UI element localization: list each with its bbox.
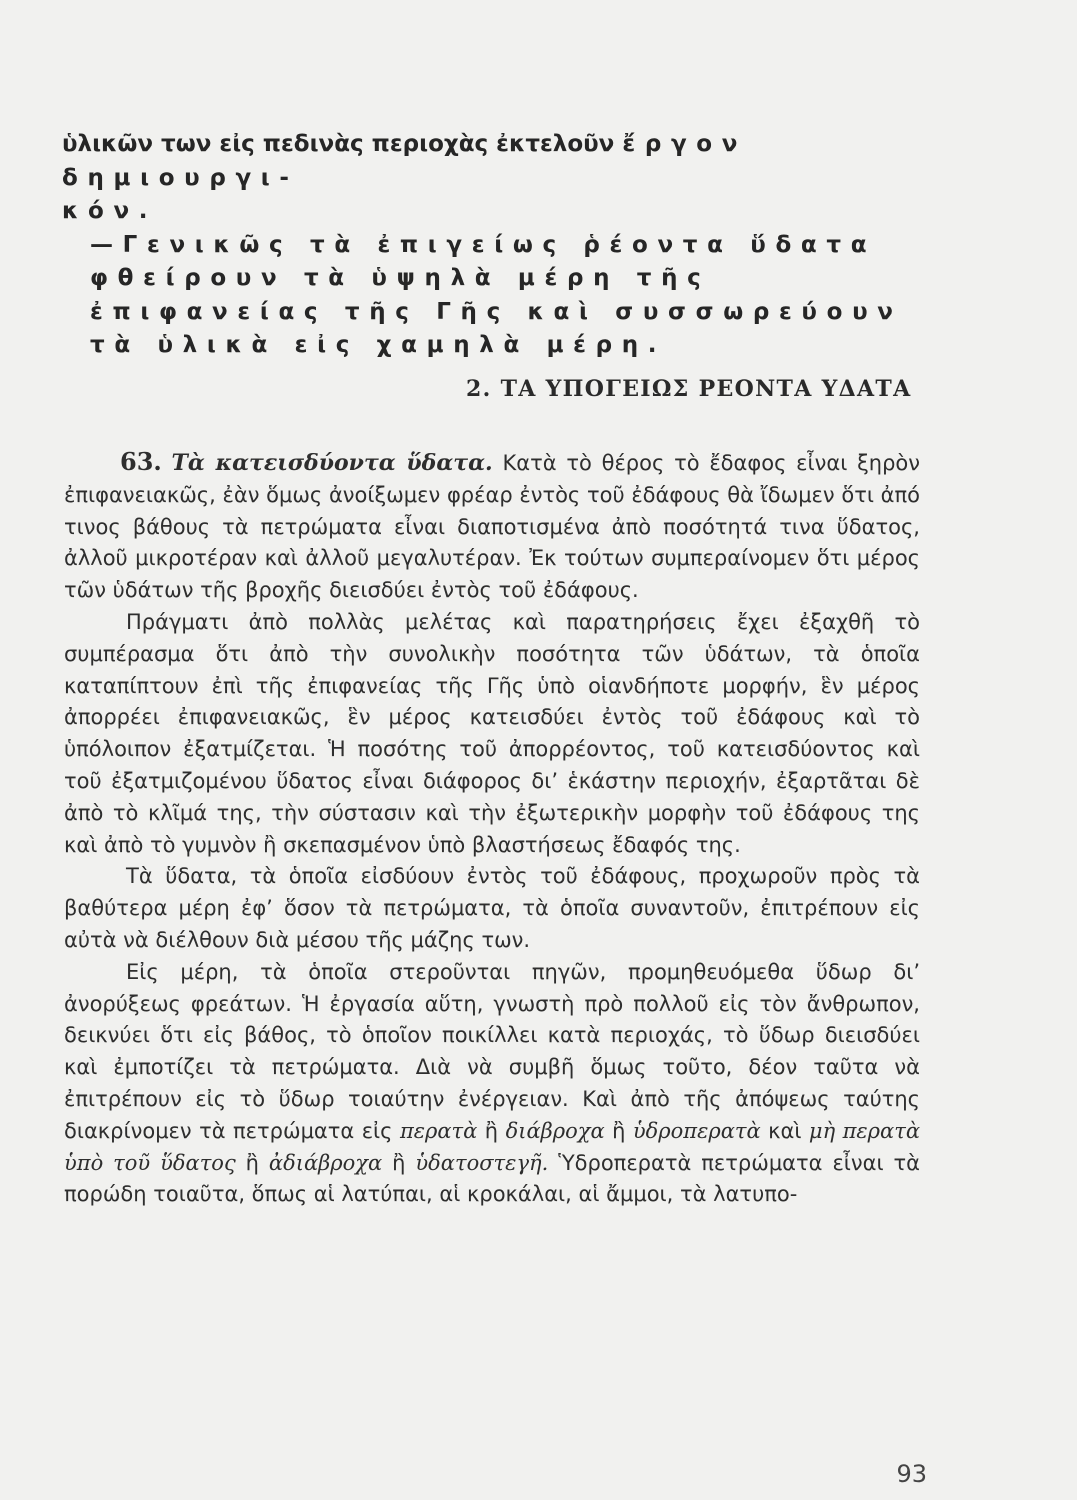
body-text (64, 446, 920, 1211)
p4-text-e: ἢ (235, 1150, 269, 1175)
paragraph-4 (64, 957, 920, 1211)
term-perata: περατὰ (399, 1118, 478, 1143)
intro-paragraph-2: —Γενικῶς τὰ ἐπιγείως ῥέοντα ὕδατα φθείρουν τὰ ὑψηλὰ μέρη τῆς ἐπιφανείας τῆς Γῆς καὶ συσσωρεύουν τὰ ὑλικὰ εἰς χαμηλὰ μέρη. (90, 231, 903, 358)
intro-paragraph-1 (62, 128, 910, 229)
paragraph-3: Τὰ ὕδατα, τὰ ὁποῖα εἰσδύουν ἐντὸς τοῦ ἐδάφους, προχωροῦν πρὸς τὰ βαθύτερα μέρη ἐφ’ ὅσον τὰ πετρώματα, τὰ ὁποῖα συναντοῦν, ἐπιτρέπουν εἰς αὐτὰ νὰ διέλθουν διὰ μέσου τῆς μάζης των. (64, 864, 920, 952)
paragraph-title: Τὰ κατεισδύοντα ὕδατα. (171, 450, 493, 476)
term-diavrocha: διάβροχα (505, 1118, 605, 1143)
section-heading: 2. ΤΑ ΥΠΟΓΕΙΩΣ ΡΕΟΝΤΑ ΥΔΑΤΑ (466, 376, 912, 402)
intro-line1-plain: ὑλικῶν των εἰς πεδινὰς περιοχὰς ἐκτελοῦν (62, 131, 623, 157)
intro-line1-spaced: ἔργον δημιουργι- (62, 131, 748, 191)
p4-text-f: ἢ (382, 1150, 416, 1175)
paragraph-63-text: Κατὰ τὸ θέρος τὸ ἔδαφος εἶναι ξηρὸν ἐπιφανειακῶς, ἐὰν ὅμως ἀνοίξωμεν φρέαρ ἐντὸς τοῦ ἐδάφους θὰ ἴδωμεν ὅτι ἀπό τινος βάθους τὰ πετρώματα εἶναι διαποτισμένα ἀπὸ ποσότητά τινα ὕδατος, ἀλλοῦ μικροτέραν καὶ ἀλλοῦ μεγαλυτέραν. Ἐκ τούτων συμπεραίνομεν ὅτι μέρος τῶν ὑδάτων τῆς βροχῆς διεισδύει ἐντὸς τοῦ ἐδάφους. (64, 451, 920, 603)
p4-text-d: καὶ (760, 1118, 809, 1143)
page-number: 93 (896, 1460, 927, 1488)
paragraph-2: Πράγματι ἀπὸ πολλὰς μελέτας καὶ παρατηρήσεις ἔχει ἐξαχθῆ τὸ συμπέρασμα ὅτι ἀπὸ τὴν συνολικὴν ποσότητα τῶν ὑδάτων, τὰ ὁποῖα καταπίπτουν ἐπὶ τῆς ἐπιφανείας τῆς Γῆς ὑπὸ οἱανδήποτε μορφήν, ἓν μέρος ἀπορρέει ἐπιφανειακῶς, ἓν μέρος κατεισδύει ἐντὸς τοῦ ἐδάφους καὶ τὸ ὑπόλοιπον ἐξατμίζεται. Ἡ ποσότης τοῦ ἀπορρέοντος, τοῦ κατεισδύοντος καὶ τοῦ ἐξατμιζομένου ὕδατος εἶναι διάφορος δι’ ἑκάστην περιοχήν, ἐξαρτᾶται δὲ ἀπὸ τὸ κλῖμά της, τὴν σύστασιν καὶ τὴν ἐξωτερικὴν μορφὴν τοῦ ἐδάφους της καὶ ἀπὸ τὸ γυμνὸν ἢ σκεπασμένον ὑπὸ βλαστήσεως ἔδαφός της. (64, 609, 920, 857)
p4-text-a: Εἰς μέρη, τὰ ὁποῖα στεροῦνται πηγῶν, προμηθευόμεθα ὕδωρ δι’ ἀνορύξεως φρεάτων. Ἡ ἐργασία αὕτη, γνωστὴ πρὸ πολλοῦ εἰς τὸν ἄνθρωπον, δεικνύει ὅτι εἰς βάθος, τὸ ὁποῖον ποικίλλει κατὰ περιοχάς, τὸ ὕδωρ διεισδύει καὶ ἐμποτίζει τὰ πετρώματα. Διὰ νὰ συμβῆ ὅμως τοῦτο, δέον ταῦτα νὰ ἐπιτρέπουν εἰς τὸ ὕδωρ τοιαύτην ἐνέργειαν. Καὶ ἀπὸ τῆς ἀπόψεως ταύτης διακρίνομεν τὰ πετρώματα εἰς (64, 959, 920, 1143)
term-mi-perata: μὴ περατὰ ὑπὸ τοῦ ὕδατος (64, 1118, 920, 1175)
intro-text (62, 128, 910, 363)
term-ydatostegi: ὑδατοστεγῆ. (415, 1150, 549, 1175)
p4-text-b: ἢ (477, 1118, 506, 1143)
paragraph-number: 63. (120, 447, 162, 476)
intro-line2-spaced: κόν. (62, 198, 158, 224)
term-ydroperata: ὑδροπερατὰ (632, 1118, 761, 1143)
paragraph-63 (64, 446, 920, 607)
p4-text-c: ἢ (604, 1118, 633, 1143)
p4-text-g: Ὑδροπερατὰ πετρώματα εἶναι τὰ πορώδη τοιαῦτα, ὅπως αἱ λατύπαι, αἱ κροκάλαι, αἱ ἄμμοι, τὰ λατυπο- (64, 1150, 920, 1207)
term-adiavrocha: ἀδιάβροχα (268, 1150, 383, 1175)
